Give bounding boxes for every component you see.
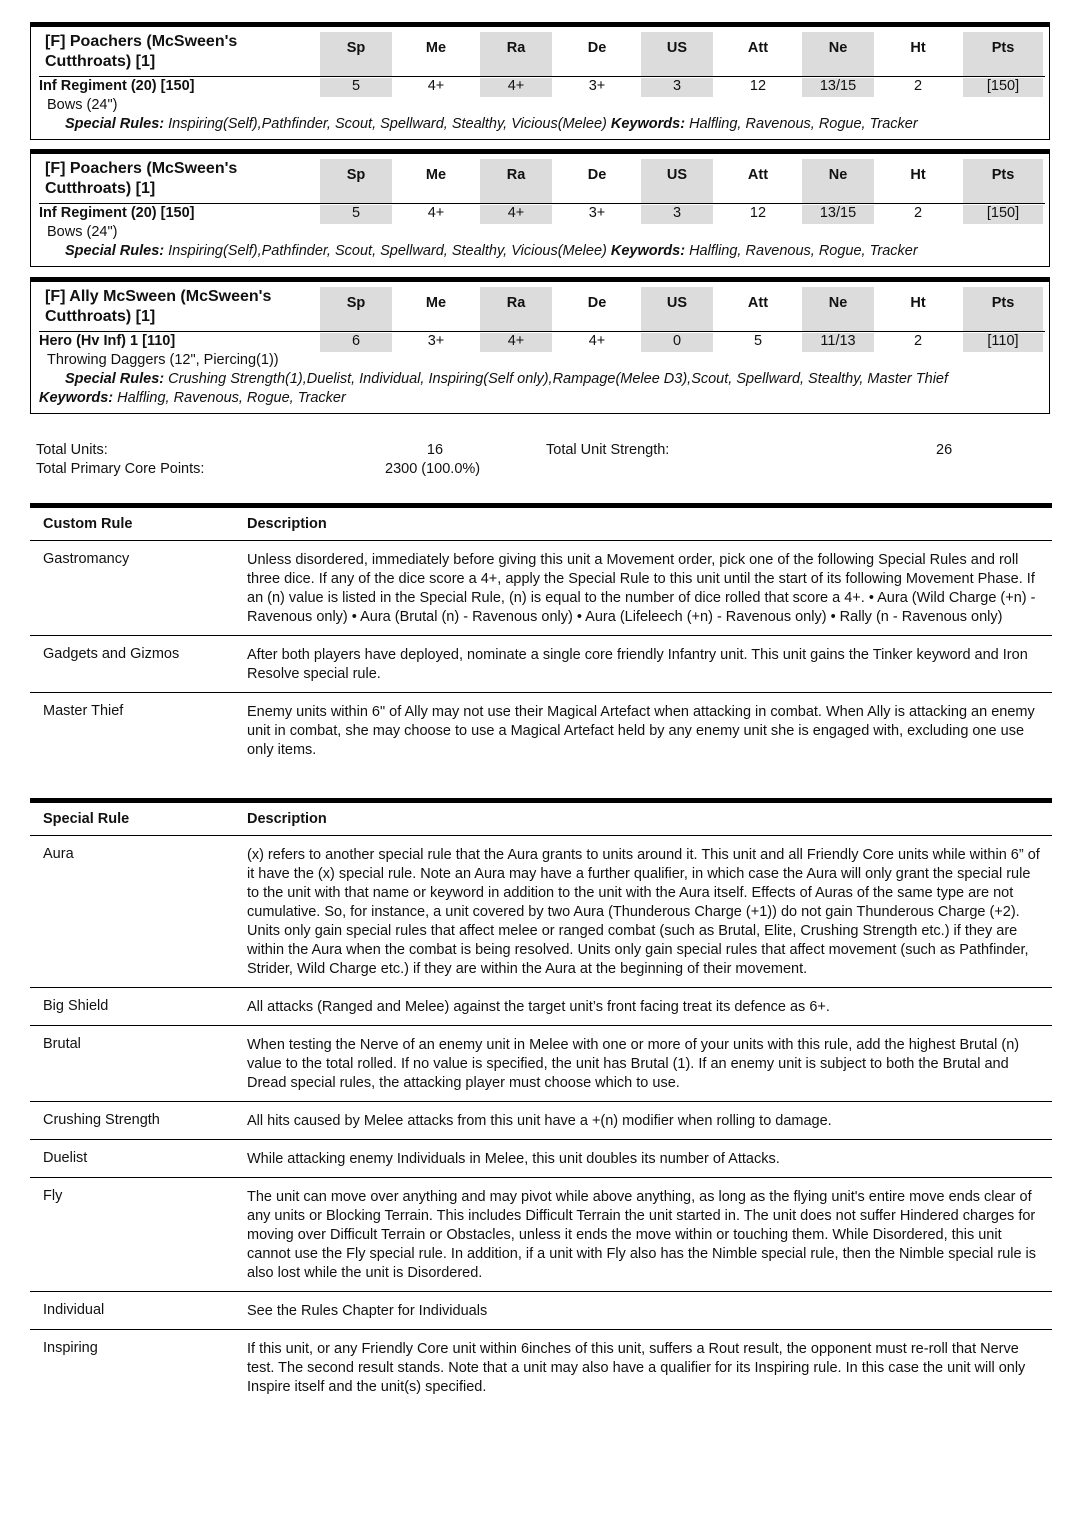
keywords-text: Halfling, Ravenous, Rogue, Tracker	[117, 390, 346, 406]
stat-header: Me	[425, 295, 447, 311]
stat-value: 13/15	[802, 78, 874, 97]
rule-description: When testing the Nerve of an enemy unit in Melee with one or more of your units with this rule, add the highest Brutal (n) value to the total rolled. If no value is specified, the unit has Brutal (1). If an enemy unit is subject to both the Brutal and Dread special rules, the attacking player must choose which to use.	[247, 1037, 1020, 1091]
stat-header: Sp	[320, 32, 392, 77]
special-rules-label: Special Rules:	[65, 371, 165, 387]
unit-keywords	[39, 390, 346, 406]
unit-weapons: Bows (24")	[47, 224, 118, 240]
table-header	[30, 803, 1052, 836]
table-row	[30, 836, 1052, 988]
stat-header: Sp	[320, 159, 392, 204]
unit-name: [F] Poachers (McSween's Cutthroats) [1]	[45, 33, 238, 70]
total-points-label: Total Primary Core Points:	[36, 461, 205, 477]
stat-header: Ne	[802, 287, 874, 332]
unit-name: [F] Ally McSween (McSween's Cutthroats) [1]	[45, 288, 272, 325]
rule-name: Brutal	[43, 1036, 81, 1052]
stat-value: 2	[913, 205, 923, 221]
stat-value: 12	[749, 205, 767, 221]
unit-special-rules	[65, 116, 918, 132]
special-rules-table	[30, 798, 1052, 1405]
stat-header: US	[641, 159, 713, 204]
column-header: Description	[247, 516, 327, 532]
stat-value: 13/15	[802, 205, 874, 224]
rule-description: The unit can move over anything and may pivot while above anything, as long as the flying unit's entire move ends clear of any units or Blocking Terrain. This includes Difficult Terrain the unit started in. The unit does not suffer Hindered charges for moving over Difficult Terrain or Obstacles, unless it ends the move within or touching them. While Disordered, this unit cannot use the Fly special rule. In addition, if a unit with Fly also has the Nimble special rule, then the Nimble special rule is also lost while the unit is Disordered.	[247, 1189, 1037, 1281]
keywords-label: Keywords:	[610, 243, 686, 259]
stat-header: Ne	[802, 32, 874, 77]
stat-header: Ht	[910, 295, 926, 311]
stat-value: [150]	[963, 78, 1043, 97]
total-strength-value: 26	[936, 442, 953, 458]
rule-name: Gastromancy	[43, 551, 130, 567]
stat-value: 2	[913, 78, 923, 94]
rule-description: (x) refers to another special rule that the Aura grants to units around it. This unit and all Friendly Core units while within 6” of it have the (x) special rule. Note an Aura may have a further qualifier, in which case the Aura will only grant the special rule to the unit with that name or keyword in addition to the unit with the Aura itself. Effects of Auras of the same type are not cumulative. So, for instance, a unit covered by two Aura (Thunderous Charge (+1)) do not gain Thunderous Charge (+2). Units only gain special rules that affect melee or ranged combat (such as Brutal, Elite, Crushing Strength etc.) if they are within the Aura when the combat is being resolved. Units only gain special rules that affect movement (such as Pathfinder, Strider, Wild Charge etc.) if they are within the Aura at the beginning of their movement.	[247, 847, 1040, 977]
stat-value: 2	[913, 333, 923, 349]
stat-header: De	[587, 167, 607, 183]
stat-value: [150]	[963, 205, 1043, 224]
stat-value: 3+	[427, 333, 445, 349]
total-units-value: 16	[426, 442, 444, 458]
total-strength-label: Total Unit Strength:	[546, 442, 670, 458]
stat-header: Ra	[480, 287, 552, 332]
divider	[39, 76, 1045, 77]
stat-header: Att	[747, 295, 769, 311]
stat-header: Me	[425, 167, 447, 183]
stat-header: Ht	[910, 167, 926, 183]
unit-card	[30, 277, 1050, 414]
rule-name: Inspiring	[43, 1340, 98, 1356]
unit-type: Inf Regiment (20) [150]	[39, 78, 195, 94]
unit-name: [F] Poachers (McSween's Cutthroats) [1]	[45, 160, 238, 197]
stat-value: 3+	[588, 205, 606, 221]
unit-card	[30, 149, 1050, 267]
stat-header: Pts	[963, 32, 1043, 77]
stat-value: 12	[749, 78, 767, 94]
table-row	[30, 541, 1052, 636]
stat-header: De	[587, 295, 607, 311]
keywords-label: Keywords:	[39, 390, 114, 406]
total-units-label: Total Units:	[36, 442, 108, 458]
table-header	[30, 508, 1052, 541]
stat-header: Sp	[320, 287, 392, 332]
stat-header: US	[641, 32, 713, 77]
divider	[39, 203, 1045, 204]
stat-header: Att	[747, 40, 769, 56]
stat-header: Att	[747, 167, 769, 183]
special-rules-text: Crushing Strength(1),Duelist, Individual, Inspiring(Self only),Rampage(Melee D3),Scout, Spellward, Stealthy, Master Thief	[168, 371, 949, 387]
stat-value: 4+	[588, 333, 606, 349]
unit-type: Hero (Hv Inf) 1 [110]	[39, 333, 176, 349]
rule-description: After both players have deployed, nominate a single core friendly Infantry unit. This unit gains the Tinker keyword and Iron Resolve special rule.	[247, 647, 1028, 682]
rule-name: Individual	[43, 1302, 105, 1318]
total-points-value: 2300 (100.0%)	[385, 461, 481, 477]
rule-description: See the Rules Chapter for Individuals	[247, 1303, 488, 1319]
column-header: Custom Rule	[43, 516, 133, 532]
table-row	[30, 693, 1052, 768]
stat-value: 0	[641, 333, 713, 352]
keywords-label: Keywords:	[610, 116, 686, 132]
stat-value: [110]	[963, 333, 1043, 352]
rule-description: All hits caused by Melee attacks from this unit have a +(n) modifier when rolling to damage.	[247, 1113, 832, 1129]
unit-card	[30, 22, 1050, 140]
stat-value: 5	[320, 205, 392, 224]
unit-weapons: Bows (24")	[47, 97, 118, 113]
stat-header: De	[587, 40, 607, 56]
stat-header: Pts	[963, 287, 1043, 332]
rule-name: Aura	[43, 846, 74, 862]
rule-name: Big Shield	[43, 998, 109, 1014]
special-rules-label: Special Rules:	[65, 243, 165, 259]
stat-value: 3	[641, 205, 713, 224]
stat-value: 3	[641, 78, 713, 97]
keywords-text: Halfling, Ravenous, Rogue, Tracker	[689, 116, 918, 132]
special-rules-label: Special Rules:	[65, 116, 165, 132]
rule-description: While attacking enemy Individuals in Melee, this unit doubles its number of Attacks.	[247, 1151, 780, 1167]
table-row	[30, 1178, 1052, 1292]
stat-header: Ra	[480, 159, 552, 204]
table-row	[30, 1140, 1052, 1178]
rule-name: Fly	[43, 1188, 63, 1204]
rule-description: Unless disordered, immediately before giving this unit a Movement order, pick one of the following Special Rules and roll three dice. If any of the dice score a 4+, apply the Special Rule to this unit until the start of its following Movement Phase. If an (n) value is listed in the Special Rule, (n) is equal to the number of dice rolled that score a 4+. • Aura (Wild Charge (+n) - Ravenous only) • Aura (Brutal (n) - Ravenous only) • Aura (Lifeleech (+n) - Ravenous only) • Rally (n - Ravenous only)	[247, 552, 1036, 625]
unit-special-rules	[65, 371, 948, 387]
rule-name: Crushing Strength	[43, 1112, 160, 1128]
special-rules-text: Inspiring(Self),Pathfinder, Scout, Spellward, Stealthy, Vicious(Melee)	[168, 116, 607, 132]
stat-value: 4+	[480, 205, 552, 224]
stat-header: Ht	[910, 40, 926, 56]
table-row	[30, 636, 1052, 693]
table-row	[30, 1026, 1052, 1102]
stat-header: Ne	[802, 159, 874, 204]
table-row	[30, 1102, 1052, 1140]
stat-header: Me	[425, 40, 447, 56]
column-header: Description	[247, 811, 327, 827]
table-row	[30, 988, 1052, 1026]
column-header: Special Rule	[43, 811, 130, 827]
stat-header: Pts	[963, 159, 1043, 204]
unit-type: Inf Regiment (20) [150]	[39, 205, 195, 221]
table-row	[30, 1292, 1052, 1330]
stat-value: 11/13	[802, 333, 874, 352]
rule-description: Enemy units within 6" of Ally may not use their Magical Artefact when attacking in combat. When Ally is attacking an enemy unit in combat, she may choose to use a Magical Artefact held by any enemy unit she is engaged with, excluding one use only items.	[247, 704, 1035, 758]
rule-description: All attacks (Ranged and Melee) against the target unit’s front facing treat its defence as 6+.	[247, 999, 830, 1015]
stat-header: US	[641, 287, 713, 332]
unit-weapons: Throwing Daggers (12", Piercing(1))	[47, 352, 279, 368]
table-row	[30, 1330, 1052, 1405]
custom-rules-table	[30, 503, 1052, 768]
stat-value: 4+	[427, 78, 445, 94]
stat-value: 5	[753, 333, 763, 349]
stat-value: 3+	[588, 78, 606, 94]
rule-name: Gadgets and Gizmos	[43, 646, 180, 662]
stat-value: 4+	[480, 78, 552, 97]
stat-value: 4+	[480, 333, 552, 352]
unit-special-rules	[65, 243, 918, 259]
rule-name: Duelist	[43, 1150, 88, 1166]
stat-value: 6	[320, 333, 392, 352]
rule-name: Master Thief	[43, 703, 124, 719]
divider	[39, 331, 1045, 332]
keywords-text: Halfling, Ravenous, Rogue, Tracker	[689, 243, 918, 259]
rule-description: If this unit, or any Friendly Core unit within 6inches of this unit, suffers a Rout result, the opponent must re-roll that Nerve test. The second result stands. Note that a unit may also have a qualifier for its Inspiring rule. In this case the unit will only Inspire itself and the unit(s) specified.	[247, 1341, 1026, 1395]
stat-value: 4+	[427, 205, 445, 221]
special-rules-text: Inspiring(Self),Pathfinder, Scout, Spellward, Stealthy, Vicious(Melee)	[168, 243, 607, 259]
stat-header: Ra	[480, 32, 552, 77]
stat-value: 5	[320, 78, 392, 97]
